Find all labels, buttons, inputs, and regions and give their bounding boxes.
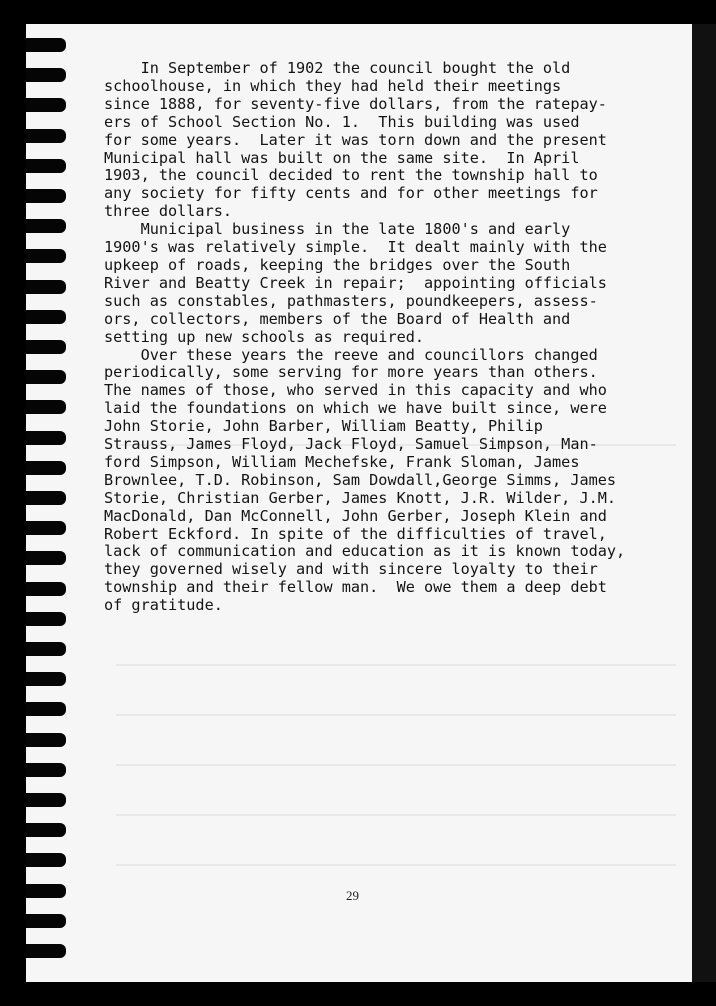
binding-ring (26, 853, 66, 867)
text-line: Municipal business in the late 1800's and early (104, 220, 571, 239)
binding-ring (26, 400, 66, 414)
bleed-through-line (116, 664, 676, 666)
text-line: The names of those, who served in this capacity and who (104, 381, 607, 400)
text-line: Robert Eckford. In spite of the difficulties of travel, (104, 524, 607, 543)
text-line: township and their fellow man. We owe them a deep debt (104, 578, 607, 597)
text-line: such as constables, pathmasters, poundkeepers, assess- (104, 291, 598, 310)
text-line: ford Simpson, William Mechefske, Frank Sloman, James (104, 452, 580, 471)
text-line: setting up new schools as required. (104, 327, 425, 346)
text-line: since 1888, for seventy-five dollars, from the ratepay- (104, 94, 607, 113)
binding-ring (26, 431, 66, 445)
bleed-through-line (116, 714, 676, 716)
binding-ring (26, 98, 66, 112)
binding-ring (26, 642, 66, 656)
text-line: periodically, some serving for more years than others. (104, 363, 598, 382)
binding-ring (26, 370, 66, 384)
text-line: River and Beatty Creek in repair; appointing officials (104, 273, 607, 292)
binding-ring (26, 68, 66, 82)
binding-ring (26, 793, 66, 807)
binding-ring (26, 612, 66, 626)
binding-ring (26, 733, 66, 747)
binding-ring (26, 702, 66, 716)
binding-ring (26, 461, 66, 475)
text-line: three dollars. (104, 202, 233, 221)
binding-ring (26, 189, 66, 203)
text-line: Over these years the reeve and councillors changed (104, 345, 598, 364)
binding-ring (26, 582, 66, 596)
text-line: 1903, the council decided to rent the township hall to (104, 166, 598, 185)
binding-ring (26, 914, 66, 928)
spiral-binding (26, 24, 66, 982)
binding-ring (26, 944, 66, 958)
text-line: any society for fifty cents and for other meetings for (104, 184, 598, 203)
text-line: Brownlee, T.D. Robinson, Sam Dowdall,George Simms, James (104, 470, 617, 489)
text-line: schoolhouse, in which they had held their meetings (104, 76, 562, 95)
text-line: lack of communication and education as it is known today, (104, 542, 626, 561)
page-number: 29 (346, 888, 359, 903)
text-line: John Storie, John Barber, William Beatty, Philip (104, 417, 543, 436)
text-line: they governed wisely and with sincere loyalty to their (104, 560, 598, 579)
bleed-through-line (116, 764, 676, 766)
binding-ring (26, 884, 66, 898)
bleed-through-line (116, 864, 676, 866)
binding-ring (26, 340, 66, 354)
page-edge-shadow (692, 24, 716, 982)
binding-ring (26, 763, 66, 777)
text-line: of gratitude. (104, 596, 223, 615)
binding-ring (26, 129, 66, 143)
text-line: for some years. Later it was torn down and the present (104, 130, 607, 149)
text-line: 1900's was relatively simple. It dealt mainly with the (104, 238, 607, 257)
text-line: Storie, Christian Gerber, James Knott, J.R. Wilder, J.M. (104, 488, 617, 507)
binding-ring (26, 280, 66, 294)
binding-ring (26, 521, 66, 535)
binding-ring (26, 823, 66, 837)
text-line: ors, collectors, members of the Board of Health and (104, 309, 571, 328)
binding-ring (26, 249, 66, 263)
text-line: Strauss, James Floyd, Jack Floyd, Samuel Simpson, Man- (104, 435, 598, 454)
text-line: ers of School Section No. 1. This building was used (104, 112, 580, 131)
text-line: Municipal hall was built on the same site. In April (104, 148, 580, 167)
body-text (104, 59, 626, 615)
binding-ring (26, 159, 66, 173)
binding-ring (26, 551, 66, 565)
bleed-through-line (116, 814, 676, 816)
text-line: upkeep of roads, keeping the bridges over the South (104, 255, 571, 274)
binding-ring (26, 310, 66, 324)
binding-ring (26, 38, 66, 52)
text-line: In September of 1902 the council bought the old (104, 59, 571, 77)
binding-ring (26, 672, 66, 686)
text-line: MacDonald, Dan McConnell, John Gerber, Joseph Klein and (104, 506, 607, 525)
binding-ring (26, 491, 66, 505)
binding-ring (26, 219, 66, 233)
text-line: laid the foundations on which we have built since, were (104, 399, 607, 418)
